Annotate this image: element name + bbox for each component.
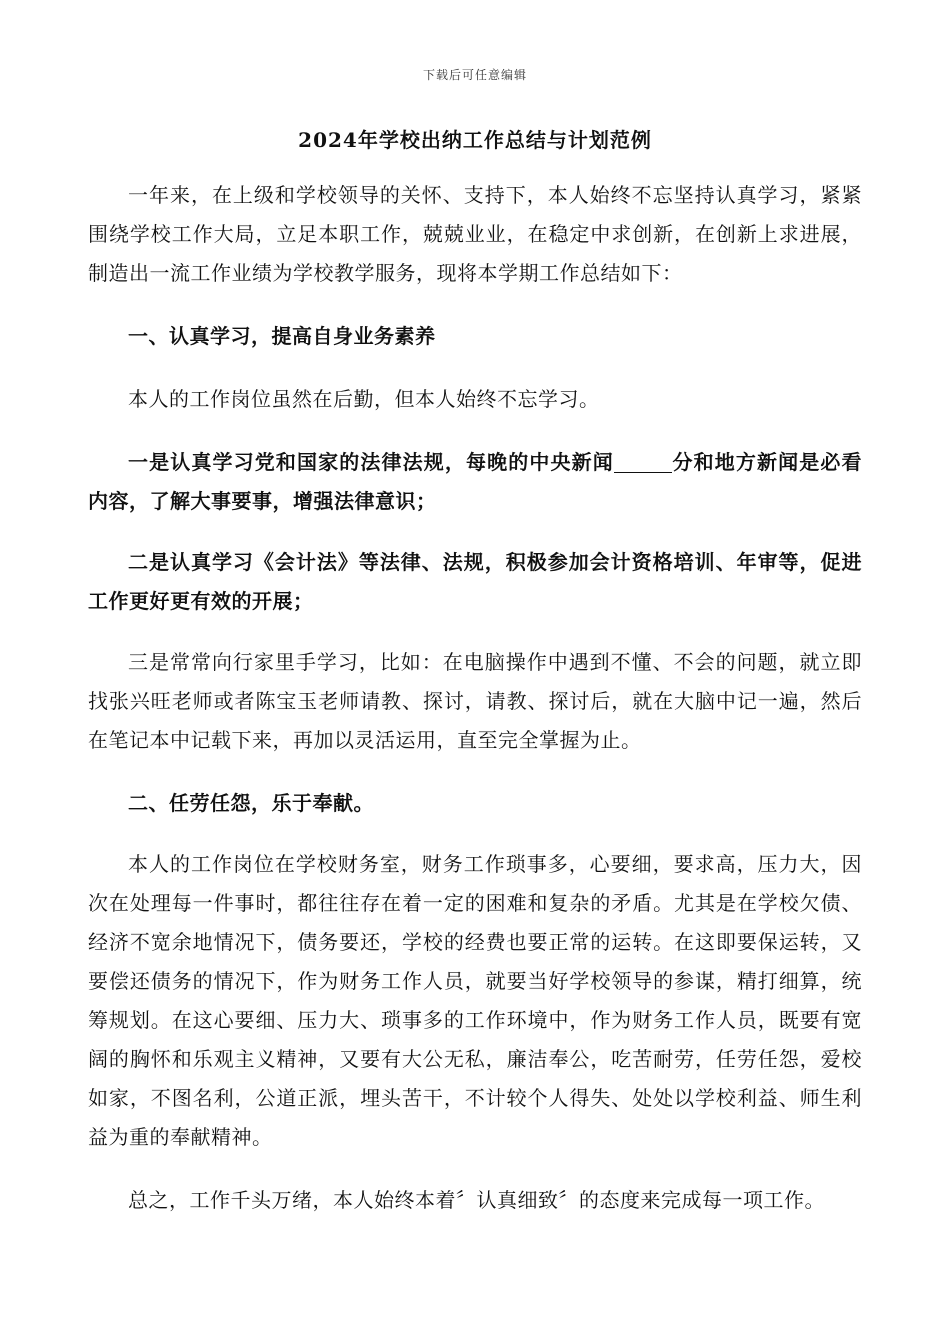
section-1-paragraph-2 <box>88 443 862 521</box>
section-1-heading: 一、认真学习，提高自身业务素养 <box>128 324 436 348</box>
section-2-paragraph-1: 本人的工作岗位在学校财务室，财务工作琐事多，心要细，要求高，压力大，因次在处理每一件事时，都往往存在着一定的困难和复杂的矛盾。尤其是在学校欠债、经济不宽余地情况下，债务要还，学校的经费也要正常的运转。在这即要保运转，又要偿还债务的情况下，作为财务工作人员，就要当好学校领导的参谋，精打细算，统筹规划。在这心要细、压力大、琐事多的工作环境中，作为财务工作人员，既要有宽阔的胸怀和乐观主义精神，又要有大公无私，廉洁奉公，吃苦耐劳，任劳任怨，爱校如家，不图名利，公道正派，埋头苦干，不计较个人得失、处处以学校利益、师生利益为重的奉献精神。 <box>88 852 862 1149</box>
section-1-paragraph-2-part-b: 分和地方新闻是必看内容，了解大事要事，增强法律意识； <box>88 450 862 513</box>
section-1-paragraph-3: 二是认真学习《会计法》等法律、法规，积极参加会计资格培训、年审等，促进工作更好更有效的开展； <box>88 550 862 613</box>
header-note: 下载后可任意编辑 <box>422 68 527 82</box>
section-1-paragraph-1: 本人的工作岗位虽然在后勤，但本人始终不忘学习。 <box>128 387 600 411</box>
document-title: 2024年学校出纳工作总结与计划范例 <box>298 128 652 152</box>
document-body <box>88 176 862 1220</box>
intro-paragraph: 一年来，在上级和学校领导的关怀、支持下，本人始终不忘坚持认真学习，紧紧围绕学校工作大局，立足本职工作，兢兢业业，在稳定中求创新，在创新上求进展，制造出一流工作业绩为学校教学服务，现将本学期工作总结如下： <box>88 183 862 285</box>
conclusion-paragraph: 总之，工作千头万绪，本人始终本着〞认真细致〞的态度来完成每一项工作。 <box>128 1188 825 1212</box>
fill-in-blank <box>614 452 672 473</box>
section-1-paragraph-4: 三是常常向行家里手学习，比如：在电脑操作中遇到不懂、不会的问题，就立即找张兴旺老师或者陈宝玉老师请教、探讨，请教、探讨后，就在大脑中记一遍，然后在笔记本中记载下来，再加以灵活运用，直至完全掌握为止。 <box>88 650 862 752</box>
section-1-paragraph-2-part-a: 一是认真学习党和国家的法律法规，每晚的中央新闻 <box>128 450 614 474</box>
section-2-heading: 二、任劳任怨，乐于奉献。 <box>128 791 374 815</box>
